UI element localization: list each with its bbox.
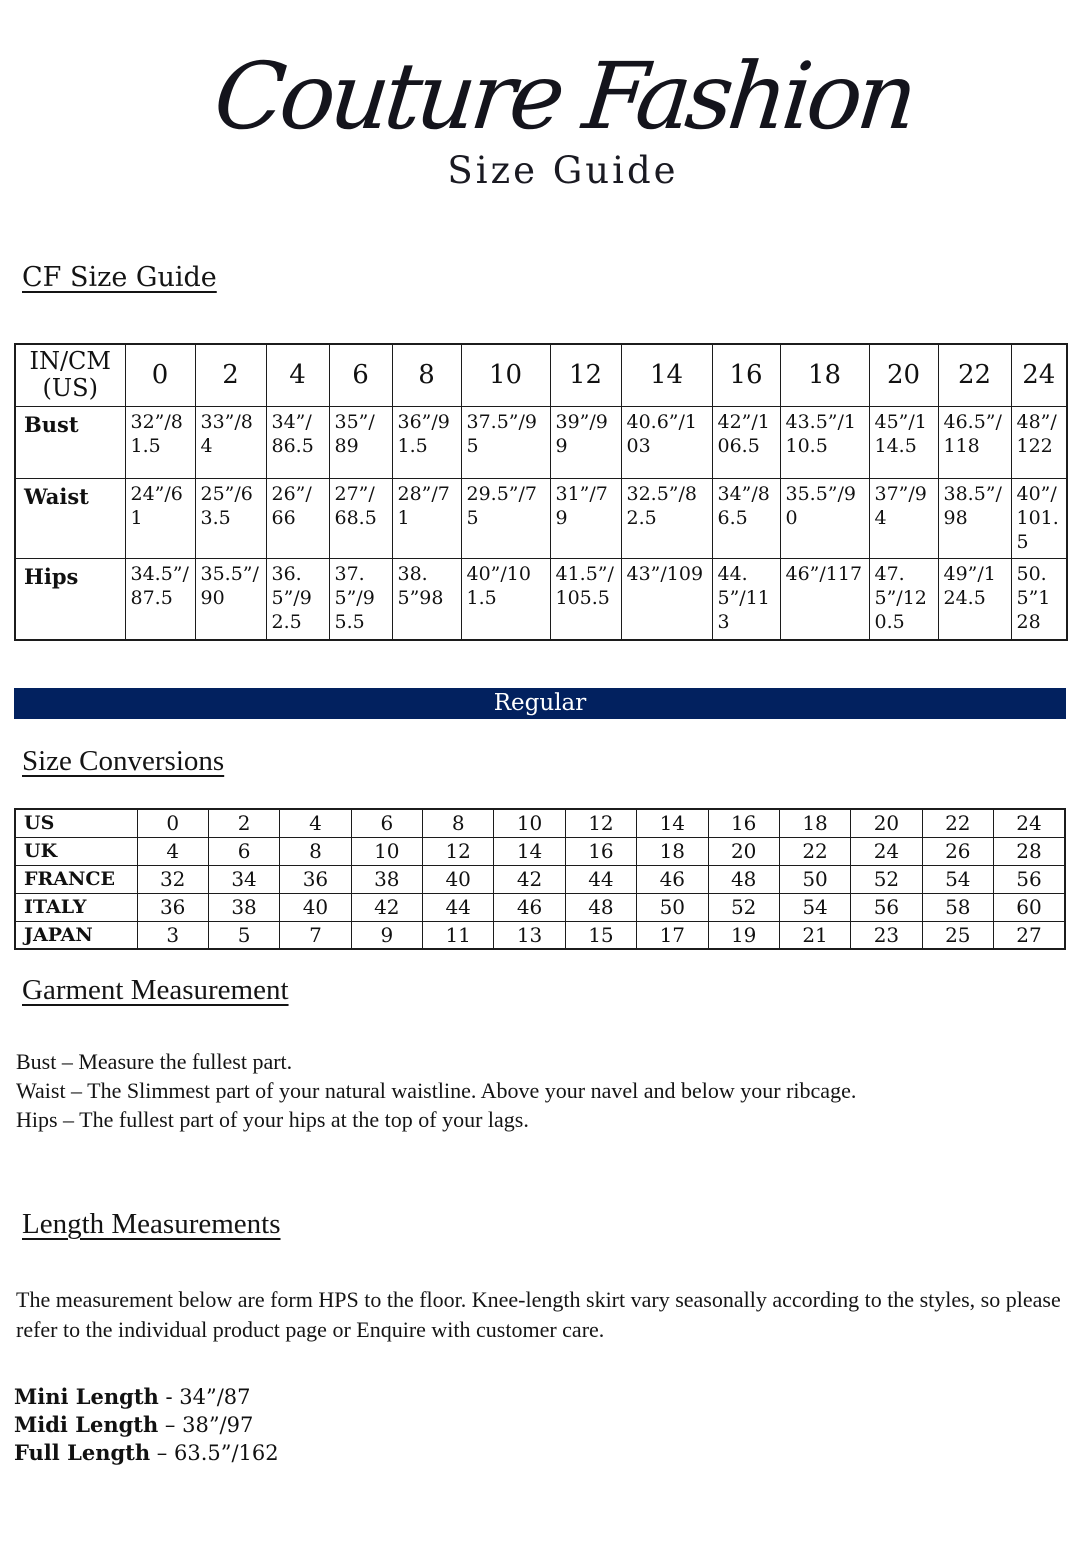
value-cell: 40”/101.5 [1011,478,1067,558]
value-cell: 8 [280,837,351,865]
length-item-midi [14,1411,1066,1439]
size-column-header: 10 [461,344,550,406]
value-cell: 45”/114.5 [869,406,938,478]
value-cell: 25 [922,921,993,949]
length-item-value: – 38”/97 [158,1413,254,1438]
length-item-mini [14,1383,1066,1411]
value-cell: 52 [851,865,922,893]
value-cell: 29.5”/75 [461,478,550,558]
table-row [15,809,1065,837]
value-cell: 38.5”/98 [938,478,1011,558]
value-cell: 31”/79 [550,478,621,558]
value-cell: 4 [137,837,208,865]
value-cell: 32.5”/82.5 [621,478,712,558]
size-column-header: 8 [392,344,461,406]
table-row [15,406,1067,478]
value-cell: 33”/84 [195,406,266,478]
value-cell: 36”/91.5 [392,406,461,478]
value-cell: 3 [137,921,208,949]
value-cell: 44 [565,865,636,893]
value-cell: 0 [137,809,208,837]
value-cell: 56 [994,865,1066,893]
value-cell: 44.5”/113 [712,558,780,640]
value-cell: 34”/86.5 [266,406,329,478]
value-cell: 26 [922,837,993,865]
size-conversion-table [14,808,1066,950]
length-item-label: Midi Length [14,1412,159,1438]
value-cell: 18 [779,809,850,837]
value-cell: 24 [851,837,922,865]
garment-note-waist: Waist – The Slimmest part of your natural waistline. Above your navel and below your ribcage. [16,1078,857,1104]
table-row [15,837,1065,865]
row-label: UK [15,837,137,865]
value-cell: 24”/61 [125,478,195,558]
value-cell: 34”/86.5 [712,478,780,558]
value-cell: 50.5”128 [1011,558,1067,640]
table-row [15,921,1065,949]
value-cell: 52 [708,893,779,921]
regular-banner: Regular [14,688,1066,719]
value-cell: 28”/71 [392,478,461,558]
value-cell: 60 [994,893,1066,921]
value-cell: 40 [280,893,351,921]
value-cell: 8 [423,809,494,837]
value-cell: 34.5”/87.5 [125,558,195,640]
value-cell: 26”/66 [266,478,329,558]
value-cell: 44 [423,893,494,921]
value-cell: 4 [280,809,351,837]
table-row [15,865,1065,893]
size-column-header: 4 [266,344,329,406]
value-cell: 32”/81.5 [125,406,195,478]
value-cell: 46 [637,865,708,893]
brand-header [14,0,1066,192]
row-label: FRANCE [15,865,137,893]
value-cell: 7 [280,921,351,949]
value-cell: 14 [494,837,565,865]
row-label: US [15,809,137,837]
length-item-full [14,1439,1066,1467]
heading-length-measurements: Length Measurements [22,1208,281,1241]
value-cell: 50 [637,893,708,921]
garment-note-hips: Hips – The fullest part of your hips at the top of your lags. [16,1107,529,1133]
value-cell: 17 [637,921,708,949]
table-row [15,558,1067,640]
size-column-header: 14 [621,344,712,406]
size-column-header: 22 [938,344,1011,406]
heading-garment-measurement: Garment Measurement [22,974,289,1007]
value-cell: 41.5”/105.5 [550,558,621,640]
value-cell: 49”/124.5 [938,558,1011,640]
value-cell: 37.5”/95.5 [329,558,392,640]
value-cell: 20 [851,809,922,837]
value-cell: 40 [423,865,494,893]
value-cell: 37”/94 [869,478,938,558]
heading-cf-size-guide: CF Size Guide [22,262,217,294]
value-cell: 35.5”/90 [780,478,869,558]
value-cell: 15 [565,921,636,949]
size-column-header: 24 [1011,344,1067,406]
value-cell: 16 [565,837,636,865]
value-cell: 43”/109 [621,558,712,640]
value-cell: 12 [423,837,494,865]
garment-notes [16,1047,1066,1134]
value-cell: 23 [851,921,922,949]
value-cell: 48”/122 [1011,406,1067,478]
length-item-value: – 63.5”/162 [150,1441,279,1466]
value-cell: 6 [351,809,422,837]
length-item-label: Mini Length [14,1384,159,1410]
length-items [14,1383,1066,1467]
value-cell: 11 [423,921,494,949]
value-cell: 24 [994,809,1066,837]
row-label: ITALY [15,893,137,921]
heading-size-conversions: Size Conversions [22,745,225,778]
value-cell: 25”/63.5 [195,478,266,558]
value-cell: 56 [851,893,922,921]
value-cell: 38.5”98 [392,558,461,640]
value-cell: 27 [994,921,1066,949]
size-column-header: 2 [195,344,266,406]
value-cell: 36.5”/92.5 [266,558,329,640]
value-cell: 13 [494,921,565,949]
value-cell: 5 [208,921,279,949]
value-cell: 58 [922,893,993,921]
size-measurement-table [14,343,1068,641]
value-cell: 42 [494,865,565,893]
value-cell: 12 [565,809,636,837]
value-cell: 54 [779,893,850,921]
value-cell: 37.5”/95 [461,406,550,478]
value-cell: 38 [351,865,422,893]
value-cell: 48 [708,865,779,893]
table-header-row [15,344,1067,406]
value-cell: 38 [208,893,279,921]
value-cell: 21 [779,921,850,949]
logo-subtitle: Size Guide [447,149,679,193]
value-cell: 40”/101.5 [461,558,550,640]
row-label: Hips [15,558,125,640]
row-label: Waist [15,478,125,558]
value-cell: 27”/68.5 [329,478,392,558]
value-cell: 36 [137,893,208,921]
value-cell: 20 [708,837,779,865]
row-label: Bust [15,406,125,478]
value-cell: 35.5”/90 [195,558,266,640]
value-cell: 46.5”/118 [938,406,1011,478]
value-cell: 14 [637,809,708,837]
value-cell: 43.5”/110.5 [780,406,869,478]
value-cell: 50 [779,865,850,893]
value-cell: 42 [351,893,422,921]
table-row [15,893,1065,921]
value-cell: 16 [708,809,779,837]
length-note: The measurement below are form HPS to the floor. Knee-length skirt vary seasonally according to the styles, so please refer to the individual product page or Enquire with customer care. [16,1287,1061,1343]
value-cell: 28 [994,837,1066,865]
size-column-header: 18 [780,344,869,406]
value-cell: 42”/106.5 [712,406,780,478]
garment-note-bust: Bust – Measure the fullest part. [16,1049,293,1075]
value-cell: 18 [637,837,708,865]
table-row [15,478,1067,558]
value-cell: 6 [208,837,279,865]
value-cell: 34 [208,865,279,893]
value-cell: 35”/89 [329,406,392,478]
value-cell: 22 [922,809,993,837]
value-cell: 46”/117 [780,558,869,640]
value-cell: 2 [208,809,279,837]
size-column-header: 20 [869,344,938,406]
length-item-label: Full Length [14,1440,151,1466]
value-cell: 54 [922,865,993,893]
size-column-header: 12 [550,344,621,406]
value-cell: 40.6”/103 [621,406,712,478]
value-cell: 9 [351,921,422,949]
value-cell: 47.5”/120.5 [869,558,938,640]
value-cell: 32 [137,865,208,893]
value-cell: 36 [280,865,351,893]
row-label: JAPAN [15,921,137,949]
value-cell: 10 [494,809,565,837]
value-cell: 46 [494,893,565,921]
value-cell: 19 [708,921,779,949]
value-cell: 39”/99 [550,406,621,478]
brand-logo: Couture Fashion [208,43,918,150]
value-cell: 22 [779,837,850,865]
size-column-header: 0 [125,344,195,406]
value-cell: 10 [351,837,422,865]
table-corner-header: IN/CM (US) [15,344,125,406]
length-item-value: - 34”/87 [158,1385,251,1410]
size-column-header: 16 [712,344,780,406]
size-column-header: 6 [329,344,392,406]
value-cell: 48 [565,893,636,921]
